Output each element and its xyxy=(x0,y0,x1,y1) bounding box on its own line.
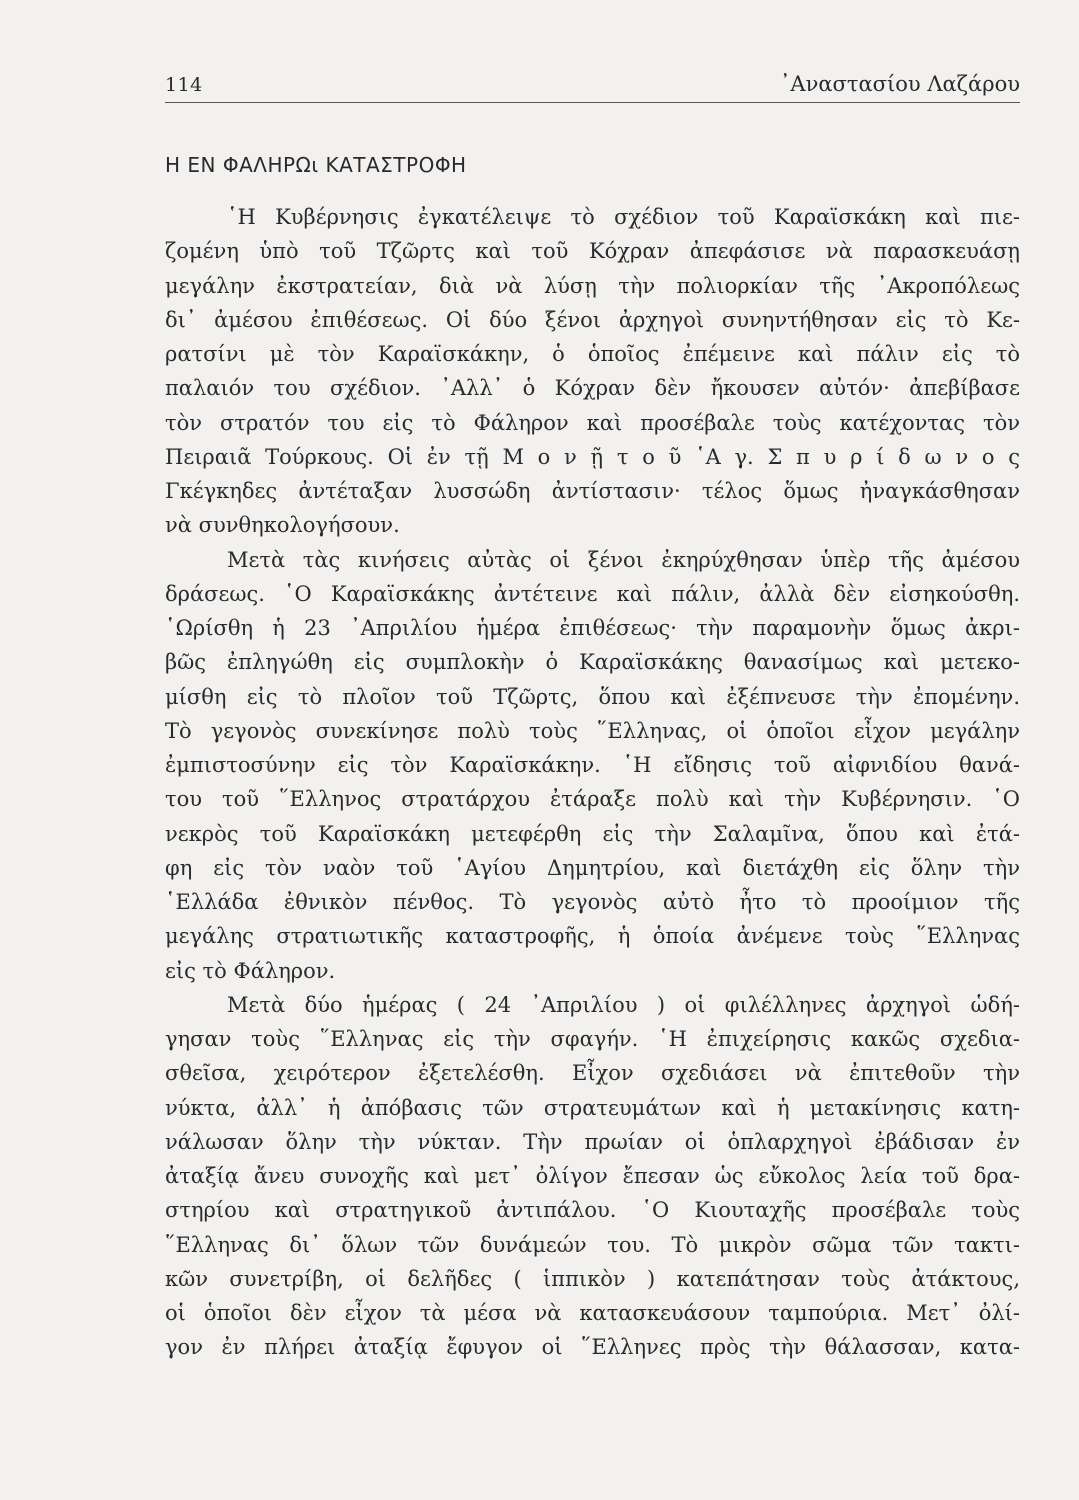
text-line: στηρίου καὶ στρατηγικοῦ ἀντιπάλου. ῾Ο Κιουταχῆς προσέβαλε τοὺς xyxy=(165,1198,1020,1223)
text-line: μεγάλην ἐκστρατείαν, διὰ νὰ λύσῃ τὴν πολιορκίαν τῆς ᾿Ακροπόλεως xyxy=(165,273,1020,298)
text-line: νάλωσαν ὅλην τὴν νύκταν. Τὴν πρωίαν οἱ ὁπλαρχηγοὶ ἐβάδισαν ἐν xyxy=(165,1129,1020,1154)
body-text xyxy=(165,200,1020,1365)
text-line: νὰ συνθηκολογήσουν. xyxy=(165,513,400,538)
text-line: οἱ ὁποῖοι δὲν εἶχον τὰ μέσα νὰ κατασκευάσουν ταμπούρια. Μετ᾿ ὀλί- xyxy=(165,1301,1020,1325)
text-line: δράσεως. ῾Ο Καραϊσκάκης ἀντέτεινε καὶ πάλιν, ἀλλὰ δὲν εἰσηκούσθη. xyxy=(165,581,1020,606)
text-line: Πειραιᾶ Τούρκους. Οἱ ἐν τῇ Μ ο ν ῇ τ ο ῦ ῾Α γ. Σ π υ ρ ί δ ω ν ο ς xyxy=(165,444,1020,469)
text-line: τὸν στρατόν του εἰς τὸ Φάληρον καὶ προσέβαλε τοὺς κατέχοντας τὸν xyxy=(165,410,1020,435)
text-line: γησαν τοὺς ῞Ελληνας εἰς τὴν σφαγήν. ῾Η ἐπιχείρησις κακῶς σχεδια- xyxy=(165,1027,1020,1051)
text-line: κῶν συνετρίβη, οἱ δελῆδες ( ἱππικὸν ) κατεπάτησαν τοὺς ἀτάκτους, xyxy=(165,1266,1020,1291)
text-line: ῾Ωρίσθη ἡ 23 ᾿Απριλίου ἡμέρα ἐπιθέσεως· τὴν παραμονὴν ὅμως ἀκρι- xyxy=(165,616,1020,640)
text-line: ῞Ελληνας δι᾿ ὅλων τῶν δυνάμεών του. Τὸ μικρὸν σῶμα τῶν τακτι- xyxy=(165,1232,1020,1257)
text-line: ῾Η Κυβέρνησις ἐγκατέλειψε τὸ σχέδιον τοῦ Καραϊσκάκη καὶ πιε- xyxy=(227,205,1020,229)
text-line: ζομένη ὑπὸ τοῦ Τζῶρτς καὶ τοῦ Κόχραν ἀπεφάσισε νὰ παρασκευάσῃ xyxy=(165,239,1020,264)
text-line: Μετὰ τὰς κινήσεις αὐτὰς οἱ ξένοι ἐκηρύχθησαν ὑπὲρ τῆς ἀμέσου xyxy=(227,547,1020,572)
text-line: ἀταξίᾳ ἄνευ συνοχῆς καὶ μετ᾿ ὀλίγον ἔπεσαν ὡς εὔκολος λεία τοῦ δρα- xyxy=(165,1164,1020,1188)
text-line: Μετὰ δύο ἡμέρας ( 24 ᾿Απριλίου ) οἱ φιλέλληνες ἀρχηγοὶ ὡδή- xyxy=(227,992,1020,1017)
text-line: νεκρὸς τοῦ Καραϊσκάκη μετεφέρθη εἰς τὴν Σαλαμῖνα, ὅπου καὶ ἐτά- xyxy=(165,821,1020,846)
running-head: ᾿Αναστασίου Λαζάρου xyxy=(779,72,1020,96)
text-line: του τοῦ ῞Ελληνος στρατάρχου ἐτάραξε πολὺ καὶ τὴν Κυβέρνησιν. ῾Ο xyxy=(165,787,1020,812)
text-line: βῶς ἐπληγώθη εἰς συμπλοκὴν ὁ Καραϊσκάκης θανασίμως καὶ μετεκο- xyxy=(165,650,1020,675)
text-line: σθεῖσα, χειρότερον ἐξετελέσθη. Εἶχον σχεδιάσει νὰ ἐπιτεθοῦν τὴν xyxy=(165,1061,1020,1086)
text-line: ἐμπιστοσύνην εἰς τὸν Καραϊσκάκην. ῾Η εἴδησις τοῦ αἰφνιδίου θανά- xyxy=(165,753,1020,777)
text-line: παλαιόν του σχέδιον. ᾿Αλλ᾿ ὁ Κόχραν δὲν ἤκουσεν αὐτόν· ἀπεβίβασε xyxy=(165,376,1020,401)
page-header xyxy=(165,62,1020,103)
text-line: Γκέγκηδες ἀντέταξαν λυσσώδη ἀντίστασιν· τέλος ὅμως ἠναγκάσθησαν xyxy=(165,479,1020,503)
text-line: Τὸ γεγονὸς συνεκίνησε πολὺ τοὺς ῞Ελληνας, οἱ ὁποῖοι εἶχον μεγάλην xyxy=(165,718,1020,743)
section-title: Η ΕΝ ΦΑΛΗΡΩι ΚΑΤΑΣΤΡΟΦΗ xyxy=(165,153,467,177)
page-number: 114 xyxy=(165,74,203,96)
text-line: φη εἰς τὸν ναὸν τοῦ ῾Αγίου Δημητρίου, καὶ διετάχθη εἰς ὅλην τὴν xyxy=(165,855,1020,880)
text-line: γον ἐν πλήρει ἀταξίᾳ ἔφυγον οἱ ῞Ελληνες πρὸς τὴν θάλασσαν, κατα- xyxy=(165,1335,1020,1360)
text-line: ρατσίνι μὲ τὸν Καραϊσκάκην, ὁ ὁποῖος ἐπέμεινε καὶ πάλιν εἰς τὸ xyxy=(165,342,1020,366)
text-line: δι᾿ ἀμέσου ἐπιθέσεως. Οἱ δύο ξένοι ἀρχηγοὶ συνηντήθησαν εἰς τὸ Κε- xyxy=(165,307,1020,332)
text-line: νύκτα, ἀλλ᾿ ἡ ἀπόβασις τῶν στρατευμάτων καὶ ἡ μετακίνησις κατη- xyxy=(165,1095,1020,1120)
text-line: εἰς τὸ Φάληρον. xyxy=(165,958,336,983)
text-line: μίσθη εἰς τὸ πλοῖον τοῦ Τζῶρτς, ὅπου καὶ ἐξέπνευσε τὴν ἐπομένην. xyxy=(165,684,1020,709)
text-line: μεγάλης στρατιωτικῆς καταστροφῆς, ἡ ὁποία ἀνέμενε τοὺς ῞Ελληνας xyxy=(165,924,1020,949)
text-line: ῾Ελλάδα ἐθνικὸν πένθος. Τὸ γεγονὸς αὐτὸ ἦτο τὸ προοίμιον τῆς xyxy=(165,890,1020,914)
